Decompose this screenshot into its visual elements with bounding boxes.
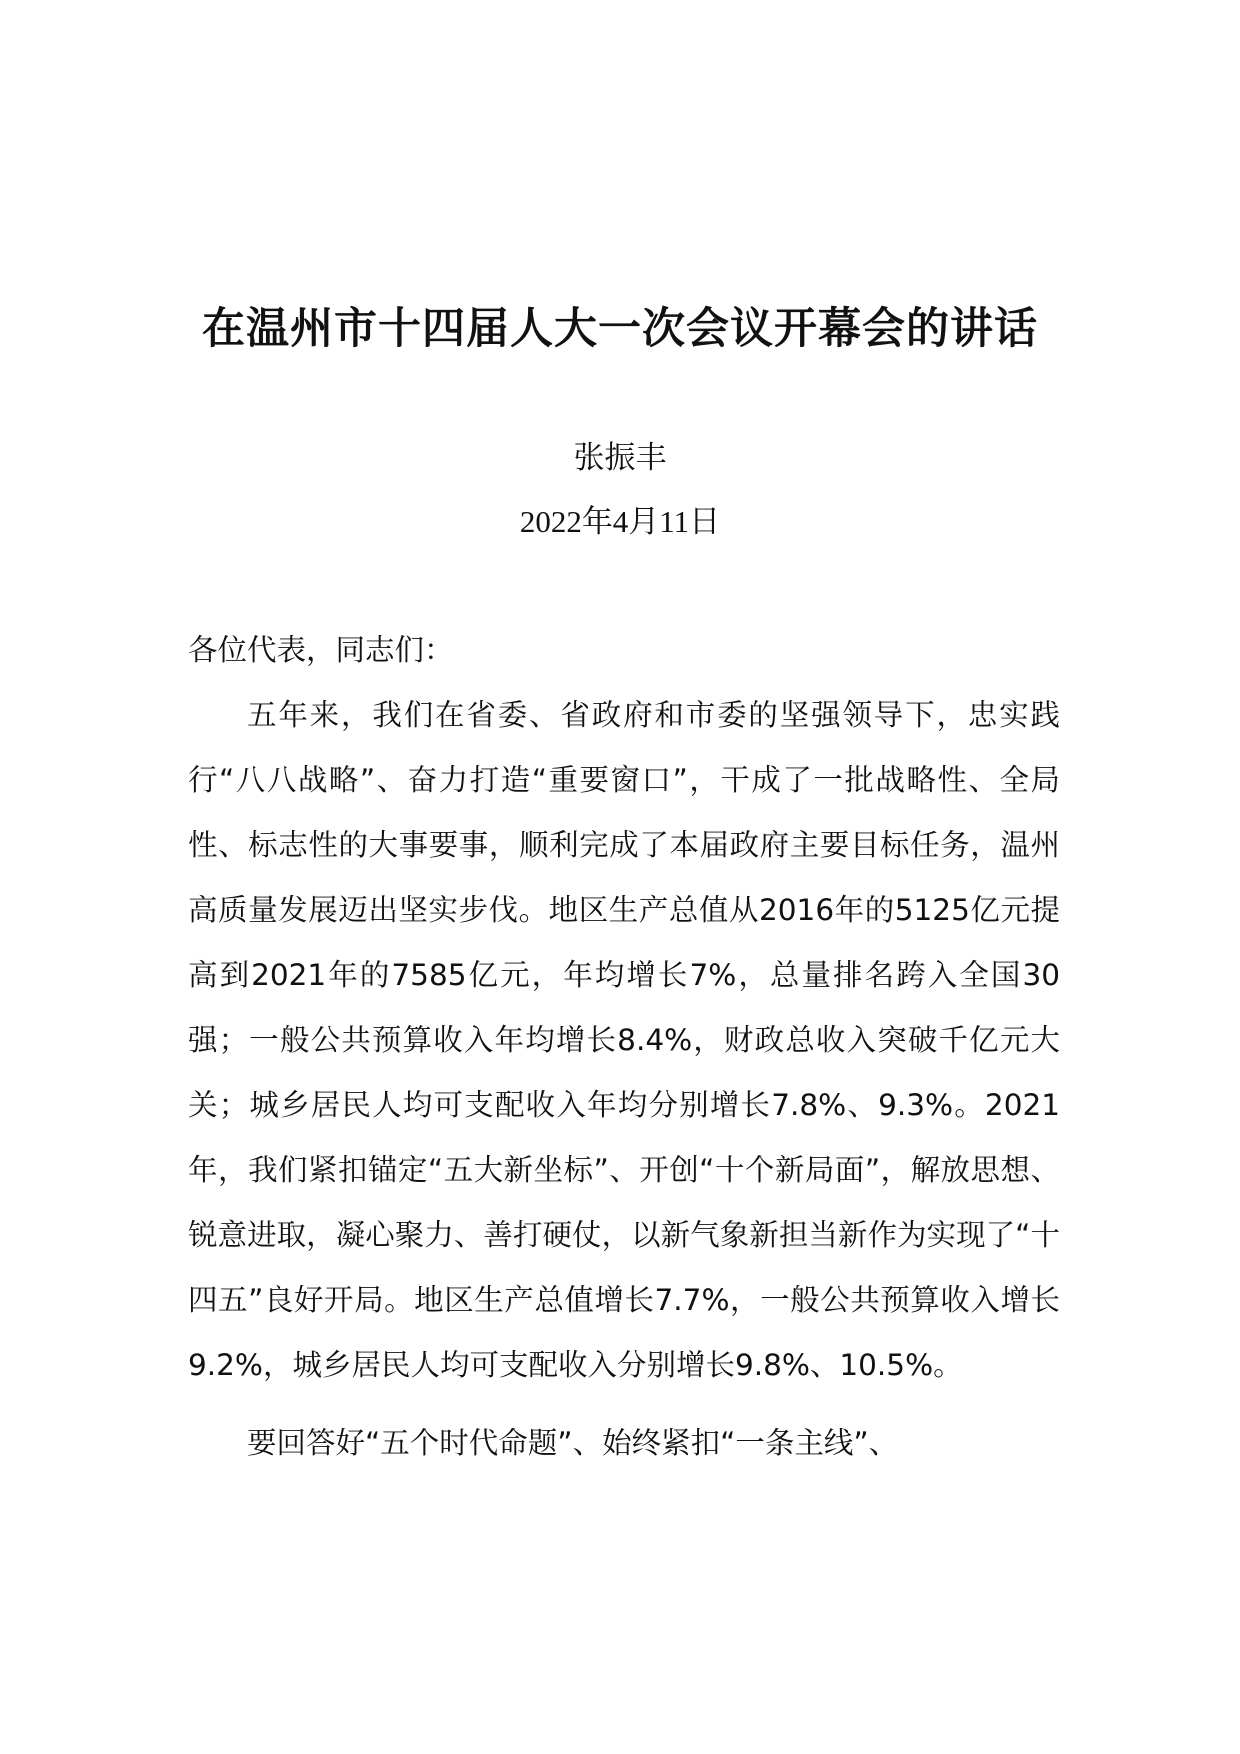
document-body bbox=[188, 618, 1060, 1476]
document-date: 2022年4月11日 bbox=[519, 504, 721, 539]
body-paragraph: 要回答好“五个时代命题”、始终紧扣“一条主线”、 bbox=[247, 1426, 899, 1460]
document-title: 在温州市十四届人大一次会议开幕会的讲话 bbox=[202, 304, 1038, 354]
salutation: 各位代表，同志们： bbox=[188, 633, 454, 667]
body-paragraph: 五年来，我们在省委、省政府和市委的坚强领导下，忠实践行“八八战略”、奋力打造“重要窗口”，干成了一批战略性、全局性、标志性的大事要事，顺利完成了本届政府主要目标任务，温州高质量发展迈出坚实步伐。地区生产总值从2016年的5125亿元提高到2021年的7585亿元，年均增长7%，总量排名跨入全国30强；一般公共预算收入年均增长8.4%，财政总收入突破千亿元大关；城乡居民人均可支配收入年均分别增长7.8%、9.3%。2021年，我们紧扣锚定“五大新坐标”、开创“十个新局面”，解放思想、锐意进取，凝心聚力、善打硬仗，以新气象新担当新作为实现了“十四五”良好开局。地区生产总值增长7.7%，一般公共预算收入增长9.2%，城乡居民人均可支配收入分别增长9.8%、10.5%。 bbox=[188, 698, 1060, 1382]
document-author: 张振丰 bbox=[573, 440, 667, 476]
